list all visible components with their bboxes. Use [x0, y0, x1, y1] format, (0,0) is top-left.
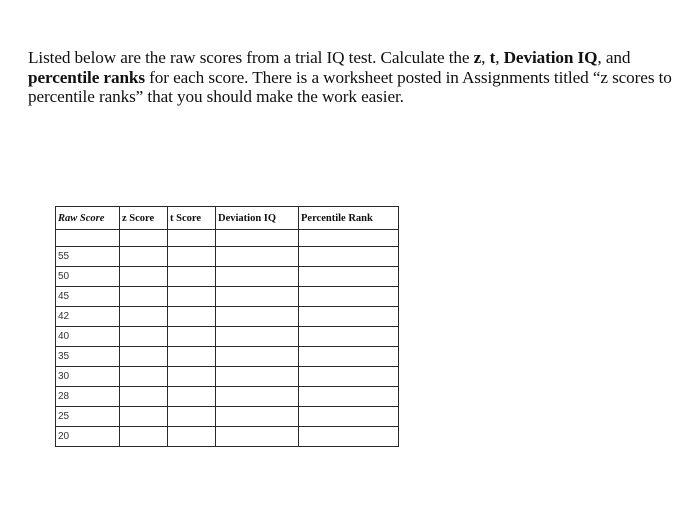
percentile-rank-cell[interactable]: [299, 327, 399, 347]
percentile-rank-cell[interactable]: [299, 267, 399, 287]
header-deviation-iq: Deviation IQ: [216, 207, 299, 230]
raw-score-cell: 28: [56, 387, 120, 407]
t-score-cell[interactable]: [168, 347, 216, 367]
spacer-cell: [168, 230, 216, 247]
deviation-iq-cell[interactable]: [216, 247, 299, 267]
z-keyword: z: [473, 48, 482, 67]
deviation-iq-cell[interactable]: [216, 287, 299, 307]
deviation-iq-cell[interactable]: [216, 347, 299, 367]
spacer-cell: [216, 230, 299, 247]
spacer-cell: [120, 230, 168, 247]
header-percentile-rank: Percentile Rank: [299, 207, 399, 230]
table-row: [56, 387, 399, 407]
deviation-iq-cell[interactable]: [216, 387, 299, 407]
percentile-rank-cell[interactable]: [299, 347, 399, 367]
raw-score-cell: 20: [56, 427, 120, 447]
t-score-cell[interactable]: [168, 247, 216, 267]
percentile-rank-cell[interactable]: [299, 407, 399, 427]
instructions-paragraph: [28, 48, 678, 107]
table-row: [56, 347, 399, 367]
t-score-cell[interactable]: [168, 427, 216, 447]
z-score-cell[interactable]: [120, 287, 168, 307]
separator: ,: [481, 48, 490, 67]
separator: ,: [495, 48, 504, 67]
percentile-ranks-keyword: percentile ranks: [28, 67, 145, 87]
table-row: [56, 247, 399, 267]
t-score-cell[interactable]: [168, 407, 216, 427]
t-score-cell[interactable]: [168, 307, 216, 327]
percentile-rank-cell[interactable]: [299, 247, 399, 267]
z-score-cell[interactable]: [120, 407, 168, 427]
z-score-cell[interactable]: [120, 367, 168, 387]
deviation-iq-cell[interactable]: [216, 327, 299, 347]
separator: , and: [597, 48, 631, 67]
raw-score-cell: 45: [56, 287, 120, 307]
deviation-iq-keyword: Deviation IQ: [503, 48, 598, 67]
header-raw-score: Raw Score: [56, 207, 120, 230]
z-score-cell[interactable]: [120, 387, 168, 407]
t-score-cell[interactable]: [168, 327, 216, 347]
table-row: [56, 427, 399, 447]
deviation-iq-cell[interactable]: [216, 267, 299, 287]
raw-score-cell: 40: [56, 327, 120, 347]
spacer-cell: [299, 230, 399, 247]
table-row: [56, 367, 399, 387]
percentile-rank-cell[interactable]: [299, 427, 399, 447]
z-score-cell[interactable]: [120, 267, 168, 287]
percentile-rank-cell[interactable]: [299, 367, 399, 387]
t-score-cell[interactable]: [168, 287, 216, 307]
table-spacer-row: [56, 230, 399, 247]
table-row: [56, 307, 399, 327]
table-row: [56, 267, 399, 287]
spacer-cell: [56, 230, 120, 247]
t-keyword: t: [489, 48, 496, 67]
header-z-score: z Score: [120, 207, 168, 230]
percentile-rank-cell[interactable]: [299, 307, 399, 327]
deviation-iq-cell[interactable]: [216, 307, 299, 327]
t-score-cell[interactable]: [168, 387, 216, 407]
table-header-row: [56, 207, 399, 230]
percentile-rank-cell[interactable]: [299, 387, 399, 407]
score-table: [55, 206, 399, 447]
z-score-cell[interactable]: [120, 327, 168, 347]
instructions-text-1: Listed below are the raw scores from a trial IQ test. Calculate the: [28, 48, 474, 67]
z-score-cell[interactable]: [120, 247, 168, 267]
deviation-iq-cell[interactable]: [216, 427, 299, 447]
raw-score-cell: 30: [56, 367, 120, 387]
raw-score-cell: 35: [56, 347, 120, 367]
table-row: [56, 407, 399, 427]
table-row: [56, 287, 399, 307]
raw-score-cell: 50: [56, 267, 120, 287]
raw-score-cell: 42: [56, 307, 120, 327]
percentile-rank-cell[interactable]: [299, 287, 399, 307]
table-row: [56, 327, 399, 347]
z-score-cell[interactable]: [120, 307, 168, 327]
t-score-cell[interactable]: [168, 367, 216, 387]
raw-score-cell: 55: [56, 247, 120, 267]
instructions-text-2: for each score. There is a worksheet posted in Assignments titled “z scores to percentile ranks” that you should make the work easier.: [28, 67, 672, 106]
deviation-iq-cell[interactable]: [216, 367, 299, 387]
header-t-score: t Score: [168, 207, 216, 230]
z-score-cell[interactable]: [120, 427, 168, 447]
raw-score-cell: 25: [56, 407, 120, 427]
t-score-cell[interactable]: [168, 267, 216, 287]
deviation-iq-cell[interactable]: [216, 407, 299, 427]
z-score-cell[interactable]: [120, 347, 168, 367]
